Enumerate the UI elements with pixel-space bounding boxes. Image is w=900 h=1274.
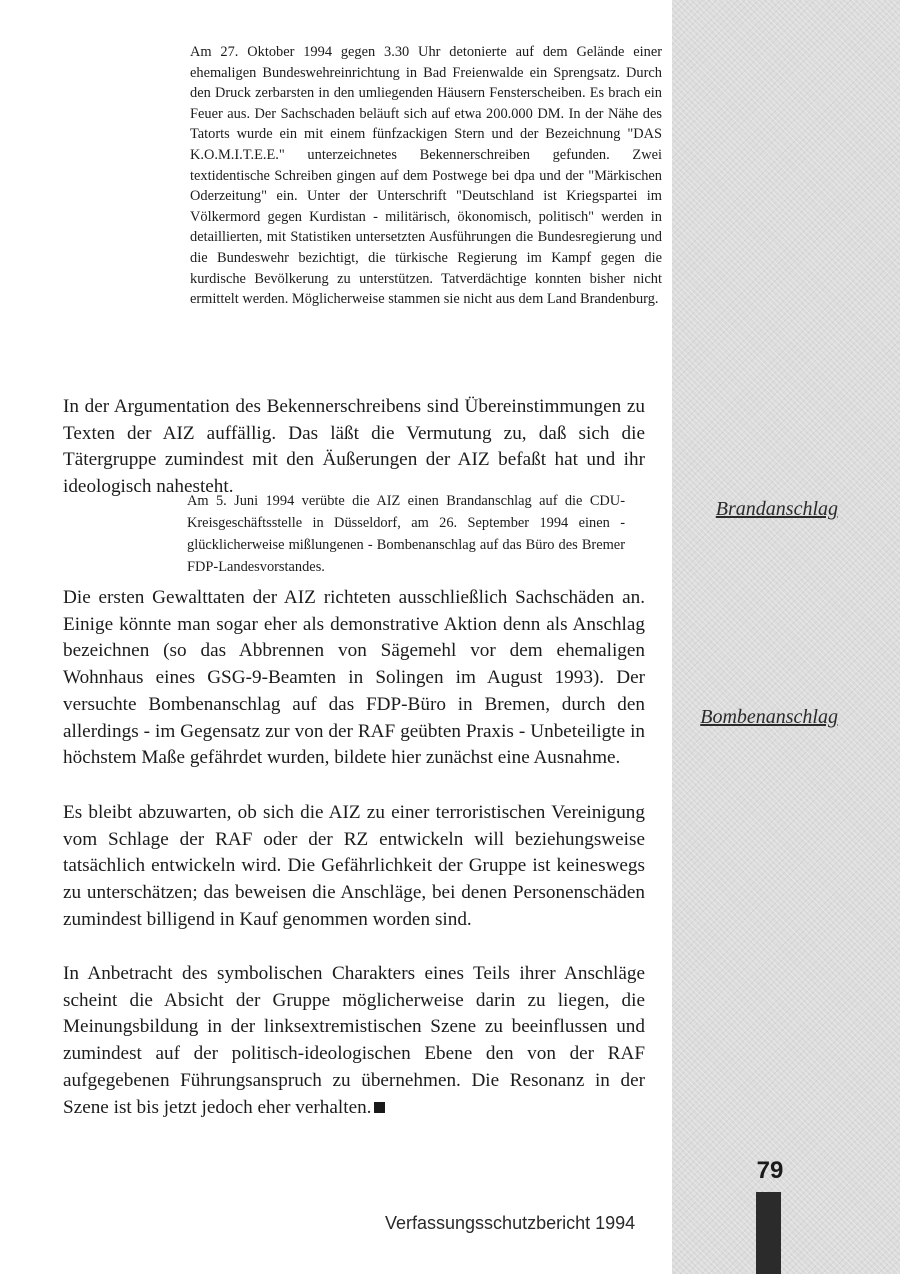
page-number: 79 bbox=[756, 1157, 784, 1184]
margin-sidebar bbox=[672, 0, 900, 1274]
paragraph-text: In der Argumentation des Bekennerschreibens sind Übereinstimmungen zu Texten der AIZ auffällig. Das läßt die Vermutung zu, daß sich die Tätergruppe zumindest mit den Äußerungen der AIZ befaßt hat und ihr ideologisch nahesteht. bbox=[63, 396, 645, 498]
highlight-box-text-juni: Am 5. Juni 1994 verübte die AIZ einen Brandanschlag auf die CDU-Kreisgeschäftsstelle in Düsseldorf, am 26. September 1994 einen - glücklicherweise mißlungenen - Bombenanschlag auf das Büro des Bremer FDP-Landesvorstandes. bbox=[187, 493, 625, 575]
paragraph-anbetracht bbox=[63, 961, 645, 1121]
highlight-box-text-oktober: Am 27. Oktober 1994 gegen 3.30 Uhr detonierte auf dem Gelände einer ehemaligen Bundeswehreinrichtung in Bad Freienwalde ein Sprengsatz. Durch den Druck zerbarsten in den umliegenden Häusern Fensterscheiben. Es brach ein Feuer aus. Der Sachschaden beläuft sich auf etwa 200.000 DM. In der Nähe des Tatorts wurde ein mit einem fünfzackigen Stern und der Bezeichnung "DAS K.O.M.I.T.E.E." unterzeichnetes Bekennerschreiben gefunden. Zwei textidentische Schreiben gingen auf dem Postwege bei dpa und der "Märkischen Oderzeitung" ein. Unter der Unterschrift "Deutschland ist Kriegspartei im Völkermord gegen Kurdistan - militärisch, ökonomisch, politisch" werden in detaillierten, mit Statistiken untersetzten Ausführungen die Bundesregierung und die Bundeswehr bezichtigt, die türkische Regierung im Kampf gegen die kurdische Bevölkerung zu unterstützen. Tatverdächtige konnten bisher nicht ermittelt werden. Möglicherweise stammen sie nicht aus dem Land Brandenburg. bbox=[190, 44, 662, 308]
end-mark-icon bbox=[374, 1102, 385, 1113]
margin-note-brandanschlag: Brandanschlag bbox=[715, 498, 838, 520]
margin-note-bombenanschlag: Bombenanschlag bbox=[700, 706, 838, 728]
paragraph-text: Die ersten Gewalttaten der AIZ richteten ausschließlich Sachschäden an. Einige könnte man sogar eher als demonstrative Aktion denn als Anschlag bezeichnen (so das Abbrennen von Sägemehl vor dem ehemaligen Wohnhaus eines GSG-9-Beamten in Solingen im August 1993). Der versuchte Bombenanschlag auf das FDP-Büro in Bremen, durch den allerdings - im Gegensatz zur von der RAF geübten Praxis - Unbeteiligte in höchstem Maße gefährdet wurden, bildete hier zunächst eine Ausnahme. bbox=[63, 587, 645, 769]
paragraph-text: Es bleibt abzuwarten, ob sich die AIZ zu einer terroristischen Vereinigung vom Schlage der RAF oder der RZ entwickeln will beziehungsweise tatsächlich entwickeln wird. Die Gefährlichkeit der Gruppe ist keineswegs zu unterschätzen; das beweisen die Anschläge, bei denen Personenschäden zumindest billigend in Kauf genommen worden sind. bbox=[63, 802, 645, 930]
paragraph-text bbox=[63, 961, 645, 1121]
footer-title: Verfassungsschutzbericht 1994 bbox=[385, 1213, 636, 1233]
paragraph-text-span: In Anbetracht des symbolischen Charakters eines Teils ihrer Anschläge scheint die Absicht der Gruppe möglicherweise darin zu liegen, die Meinungsbildung in der linksextremistischen Szene zu beeinflussen und zumindest auf der politisch-ideologischen Ebene den von der RAF aufgegebenen Führungsanspruch zu übernehmen. Die Resonanz in der Szene ist bis jetzt jedoch eher verhalten. bbox=[63, 963, 645, 1118]
paragraph-abwarten bbox=[63, 800, 645, 934]
paragraph-argumentation bbox=[63, 394, 645, 501]
paragraph-gewalttaten bbox=[63, 585, 645, 772]
page-marker-bar bbox=[756, 1192, 781, 1274]
